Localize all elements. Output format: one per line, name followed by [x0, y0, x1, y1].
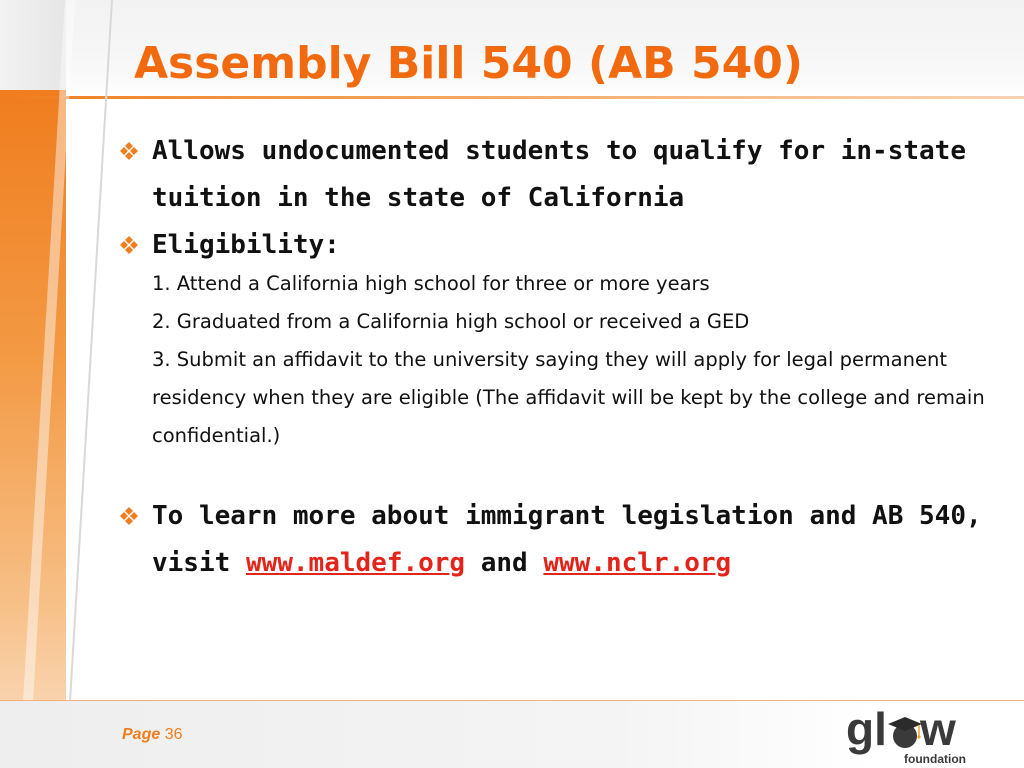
bullet-text: To learn more about immigrant legislation and AB 540, visit — [152, 501, 982, 578]
graduation-cap-icon — [886, 714, 924, 750]
maldef-link[interactable]: www.maldef.org — [245, 548, 466, 578]
page-label: Page — [122, 726, 161, 743]
page-number-value: 36 — [164, 726, 183, 743]
eligibility-item-1: 1. Attend a California high school for three or more years — [152, 272, 710, 295]
logo-subtitle: foundation — [904, 752, 966, 766]
glow-foundation-logo — [846, 704, 976, 768]
footer-divider — [0, 700, 1024, 701]
slide-title: Assembly Bill 540 (AB 540) — [134, 38, 803, 89]
nclr-link[interactable]: www.nclr.org — [543, 548, 732, 578]
logo-text-left: gl — [846, 703, 887, 755]
bullet-text: Allows undocumented students to qualify for in-state tuition in the state of California — [152, 136, 966, 213]
bullet-eligibility — [112, 222, 992, 269]
diamond-bullet-icon — [114, 501, 144, 531]
bullet-in-state-tuition — [112, 128, 992, 222]
spacer — [112, 455, 992, 493]
bullet-text-and: and — [480, 548, 528, 578]
diamond-bullet-icon — [114, 136, 144, 166]
logo-text-right: w — [920, 703, 956, 755]
eligibility-item-3: 3. Submit an affidavit to the university saying they will apply for legal permanent residency when they are eligible (The affidavit will be kept by the college and remain confidential.) — [152, 348, 985, 447]
bullet-learn-more — [112, 493, 992, 587]
bullet-text: Eligibility: — [152, 230, 340, 260]
eligibility-item-2: 2. Graduated from a California high school or received a GED — [152, 310, 750, 333]
slide-content — [112, 128, 992, 587]
page-number — [122, 726, 183, 744]
diamond-bullet-icon — [114, 230, 144, 260]
